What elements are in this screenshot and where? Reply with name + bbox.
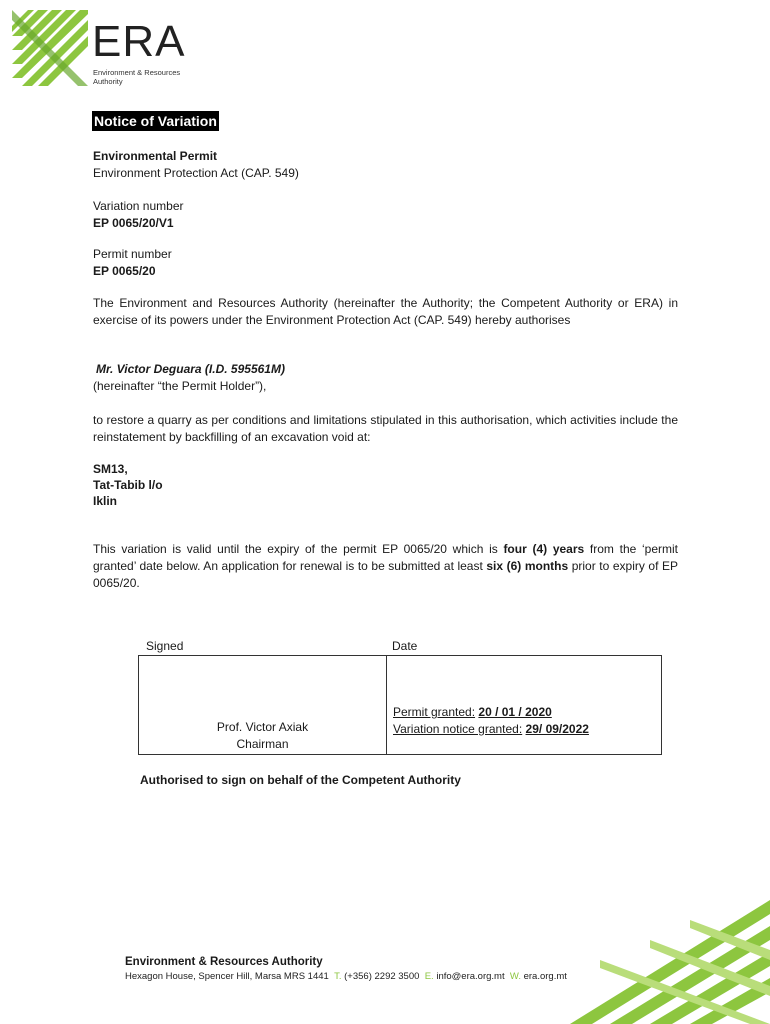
permit-number: EP 0065/20	[93, 264, 156, 278]
permit-label: Permit number	[93, 247, 172, 261]
location-line-3: Iklin	[93, 494, 118, 508]
location-line-2: Tat-Tabib l/o	[93, 478, 163, 492]
validity-text-1: This variation is valid until the expiry of the permit EP 0065/20 which is	[93, 542, 504, 556]
permit-granted-date: 20 / 01 / 2020	[478, 705, 552, 719]
signatory-role: Chairman	[236, 737, 289, 751]
signature-cell	[139, 656, 387, 755]
signature-table	[138, 655, 662, 755]
page-title: Notice of Variation	[94, 113, 217, 129]
footer-email-label: E.	[424, 971, 434, 982]
act-reference: Environment Protection Act (CAP. 549)	[93, 166, 299, 180]
validity-text-2: from the ‘permit granted’ date below. An application for renewal is to be submitted at least	[93, 542, 678, 573]
validity-paragraph	[93, 541, 678, 592]
era-logo-mark-icon	[8, 6, 92, 90]
authorised-note: Authorised to sign on behalf of the Competent Authority	[140, 773, 461, 787]
date-header: Date	[392, 639, 418, 653]
footer-web-label: W.	[509, 971, 521, 982]
footer-phone-label: T.	[334, 971, 342, 982]
location-line-1: SM13,	[93, 462, 128, 476]
footer-address	[125, 971, 567, 982]
era-wordmark: ERA	[92, 17, 186, 66]
permit-holder-name: Mr. Victor Deguara (I.D. 595561M)	[96, 362, 285, 376]
permit-granted-label: Permit granted:	[393, 705, 476, 719]
footer-address-text: Hexagon House, Spencer Hill, Marsa MRS 1441	[125, 971, 329, 982]
logo-subtitle-line1: Environment & Resources	[93, 68, 181, 77]
renewal-period: six (6) months	[486, 559, 569, 573]
dates-cell	[387, 656, 662, 755]
variation-label: Variation number	[93, 199, 184, 213]
signed-header: Signed	[146, 639, 184, 653]
intro-paragraph: The Environment and Resources Authority (hereinafter the Authority; the Competent Authority or ERA) in exercise of its powers under the Environment Protection Act (CAP. 549) hereby authorises	[93, 296, 678, 327]
permit-granted-row	[393, 704, 660, 721]
validity-text-3: prior to expiry of EP 0065/20.	[93, 559, 678, 590]
logo-subtitle-line2: Authority	[93, 77, 123, 86]
signatory-name: Prof. Victor Axiak	[216, 720, 309, 734]
variation-granted-date: 29/ 09/2022	[525, 722, 589, 736]
footer-org: Environment & Resources Authority	[125, 956, 323, 968]
variation-granted-label: Variation notice granted:	[393, 722, 523, 736]
footer-email[interactable]: info@era.org.mt	[436, 971, 505, 982]
era-logo-subtitle	[93, 68, 203, 86]
purpose-paragraph: to restore a quarry as per conditions and limitations stipulated in this authorisation, which activities include the reinstatement by backfilling of an excavation void at:	[93, 413, 678, 444]
corner-stripes-decoration-icon	[540, 900, 770, 1024]
variation-granted-row	[393, 721, 660, 738]
footer-phone: (+356) 2292 3500	[344, 971, 420, 982]
footer-web[interactable]: era.org.mt	[523, 971, 567, 982]
permit-type: Environmental Permit	[93, 149, 218, 163]
variation-number: EP 0065/20/V1	[93, 216, 174, 230]
permit-holder-note: (hereinafter “the Permit Holder”),	[93, 379, 267, 393]
validity-duration: four (4) years	[503, 542, 585, 556]
